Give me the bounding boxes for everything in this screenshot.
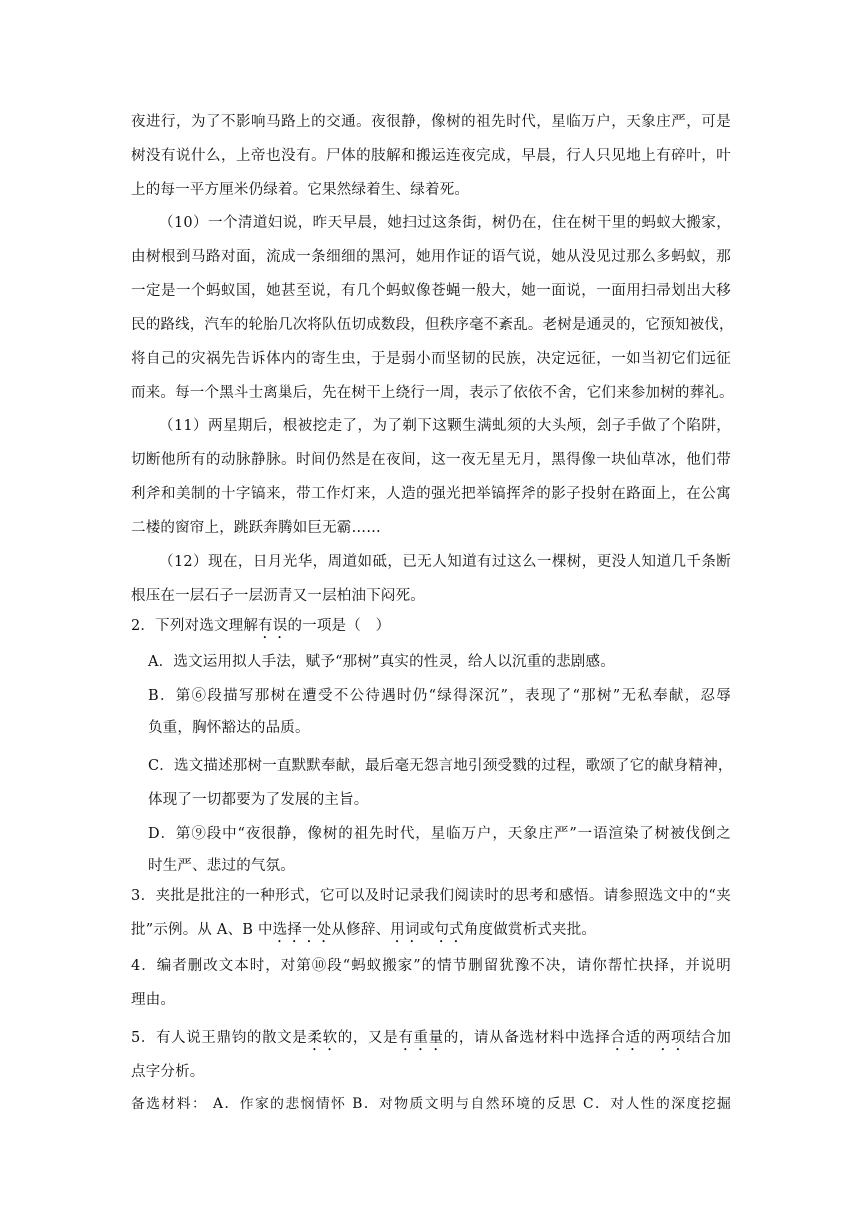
paragraph-10-line-1: （10）一个清道妇说，昨天早晨，她扫过这条街，树仍在，住在树干里的蚂蚁大搬家， — [159, 215, 731, 231]
question-2-stem — [131, 616, 731, 642]
backup-materials: 备选材料： A．作家的悲悯情怀 B．对物质文明与自然环境的反思 C．对人性的深度挖掘 — [131, 1096, 731, 1112]
question-5-line-2: 点字分析。 — [131, 1064, 205, 1080]
emphasis-dots-text: 有误 — [258, 618, 288, 634]
emphasis-dots-text: 句式 — [434, 922, 464, 938]
option-c-line-2: 体现了一切都要为了发展的主旨。 — [148, 792, 369, 808]
question-2-stem-a: 2．下列对选文理解 — [131, 618, 259, 634]
paragraph-10-line-5: 将自己的灾祸先告诉体内的寄生虫，于是弱小而坚韧的民族，决定远征，一如当初它们远征 — [131, 351, 731, 367]
emphasis-dots-text: 两项 — [655, 1030, 687, 1046]
paragraph-11-line-4: 二楼的窗帘上，跳跃奔腾如巨无霸…… — [131, 520, 381, 536]
option-d-line-1: D．第⑨段中“夜很静，像树的祖先时代，星临万户，天象庄严”一语渲染了树被伐倒之 — [148, 826, 731, 842]
emphasis-dots-text: 有重量 — [398, 1030, 444, 1046]
question-5-line-1 — [131, 1028, 731, 1054]
question-3-line-2 — [131, 920, 731, 946]
emphasis-dots-text: 合适 — [610, 1030, 641, 1046]
paragraph-10-line-3: 一定是一个蚂蚁国，她甚至说，有几个蚂蚁像苍蝇一般大，她一面说，一面用扫帚划出大移 — [131, 283, 731, 299]
option-a: A．选文运用拟人手法，赋予“那树”真实的性灵，给人以沉重的悲剧感。 — [148, 654, 615, 670]
passage-line-3: 上的每一平方厘米仍绿着。它果然绿着生、绿着死。 — [131, 182, 470, 198]
option-d-line-2: 时生严、悲过的气氛。 — [148, 858, 295, 874]
q3-text-b: 从修辞、 — [331, 922, 391, 938]
question-4-line-1: 4．编者删改文本时，对第⑩段“蚂蚁搬家”的情节删留犹豫不决，请你帮忙抉择，并说明 — [131, 958, 731, 974]
q5-text-b: 的，又是 — [337, 1030, 399, 1046]
question-3-line-1: 3．夹批是批注的一种形式，它可以及时记录我们阅读时的思考和感悟。请参照选文中的“夹 — [131, 888, 731, 904]
option-c-line-1: C．选文描述那树一直默默奉献，最后毫无怨言地引颈受戮的过程，歌颂了它的献身精神， — [148, 758, 733, 774]
q3-text-c: 或 — [419, 922, 435, 938]
paragraph-11-line-1: （11）两星期后，根被挖走了，为了剃下这颗生满虬须的大头颅，刽子手做了个陷阱， — [159, 418, 731, 434]
q5-text-e: 结合加 — [686, 1030, 732, 1046]
emphasis-dots-text: 柔软 — [307, 1030, 338, 1046]
q3-text-e: 角度做赏析式夹批。 — [463, 922, 597, 938]
paragraph-11-line-2: 切断他所有的动脉静脉。时间仍然是在夜间，这一夜无星无月，黑得像一块仙草冰，他们带 — [131, 452, 731, 468]
paragraph-10-line-4: 民的路线，汽车的轮胎几次将队伍切成数段，但秩序毫不紊乱。老树是通灵的，它预知被伐， — [131, 317, 734, 333]
passage-line-1: 夜进行，为了不影响马路上的交通。夜很静，像树的祖先时代，星临万户，天象庄严，可是 — [131, 114, 731, 130]
emphasis-dots-text: 用词 — [390, 922, 420, 938]
emphasis-dots-text: 选择一处 — [272, 922, 332, 938]
q5-text-a: 5．有人说王鼎钧的散文是 — [131, 1030, 308, 1046]
option-b-line-2: 负重，胸怀豁达的品质。 — [148, 720, 310, 736]
question-4-line-2: 理由。 — [131, 992, 176, 1008]
q5-text-d: 的 — [640, 1030, 656, 1046]
option-b-line-1: B．第⑥段描写那树在遭受不公待遇时仍“绿得深沉”，表现了“那树”无私奉献，忍辱 — [148, 688, 731, 704]
paragraph-11-line-3: 利斧和美制的十字镐来，带工作灯来，人造的强光把举镐挥斧的影子投射在路面上，在公寓 — [131, 486, 731, 502]
paragraph-12-line-1: （12）现在，日月光华，周道如砥，已无人知道有过这么一棵树，更没人知道几千条断 — [159, 554, 731, 570]
paragraph-10-line-2: 由树根到马路对面，流成一条细细的黑河，她用作证的语气说，她从没见过那么多蚂蚁，那 — [131, 249, 731, 265]
q5-text-c: 的，请从备选材料中选择 — [443, 1030, 611, 1046]
q3-text-a: 批”示例。从 A、B 中 — [131, 922, 273, 938]
passage-line-2: 树没有说什么，上帝也没有。尸体的肢解和搬运连夜完成，早晨，行人只见地上有碎叶，叶 — [131, 148, 731, 164]
paragraph-12-line-2: 根压在一层石子一层沥青又一层柏油下闷死。 — [131, 588, 425, 604]
question-2-stem-b: 的一项是（ ） — [287, 618, 391, 634]
paragraph-10-line-6: 而来。每一个黑斗士离巢后，先在树干上绕行一周，表示了依依不舍，它们来参加树的葬礼。 — [131, 385, 734, 401]
